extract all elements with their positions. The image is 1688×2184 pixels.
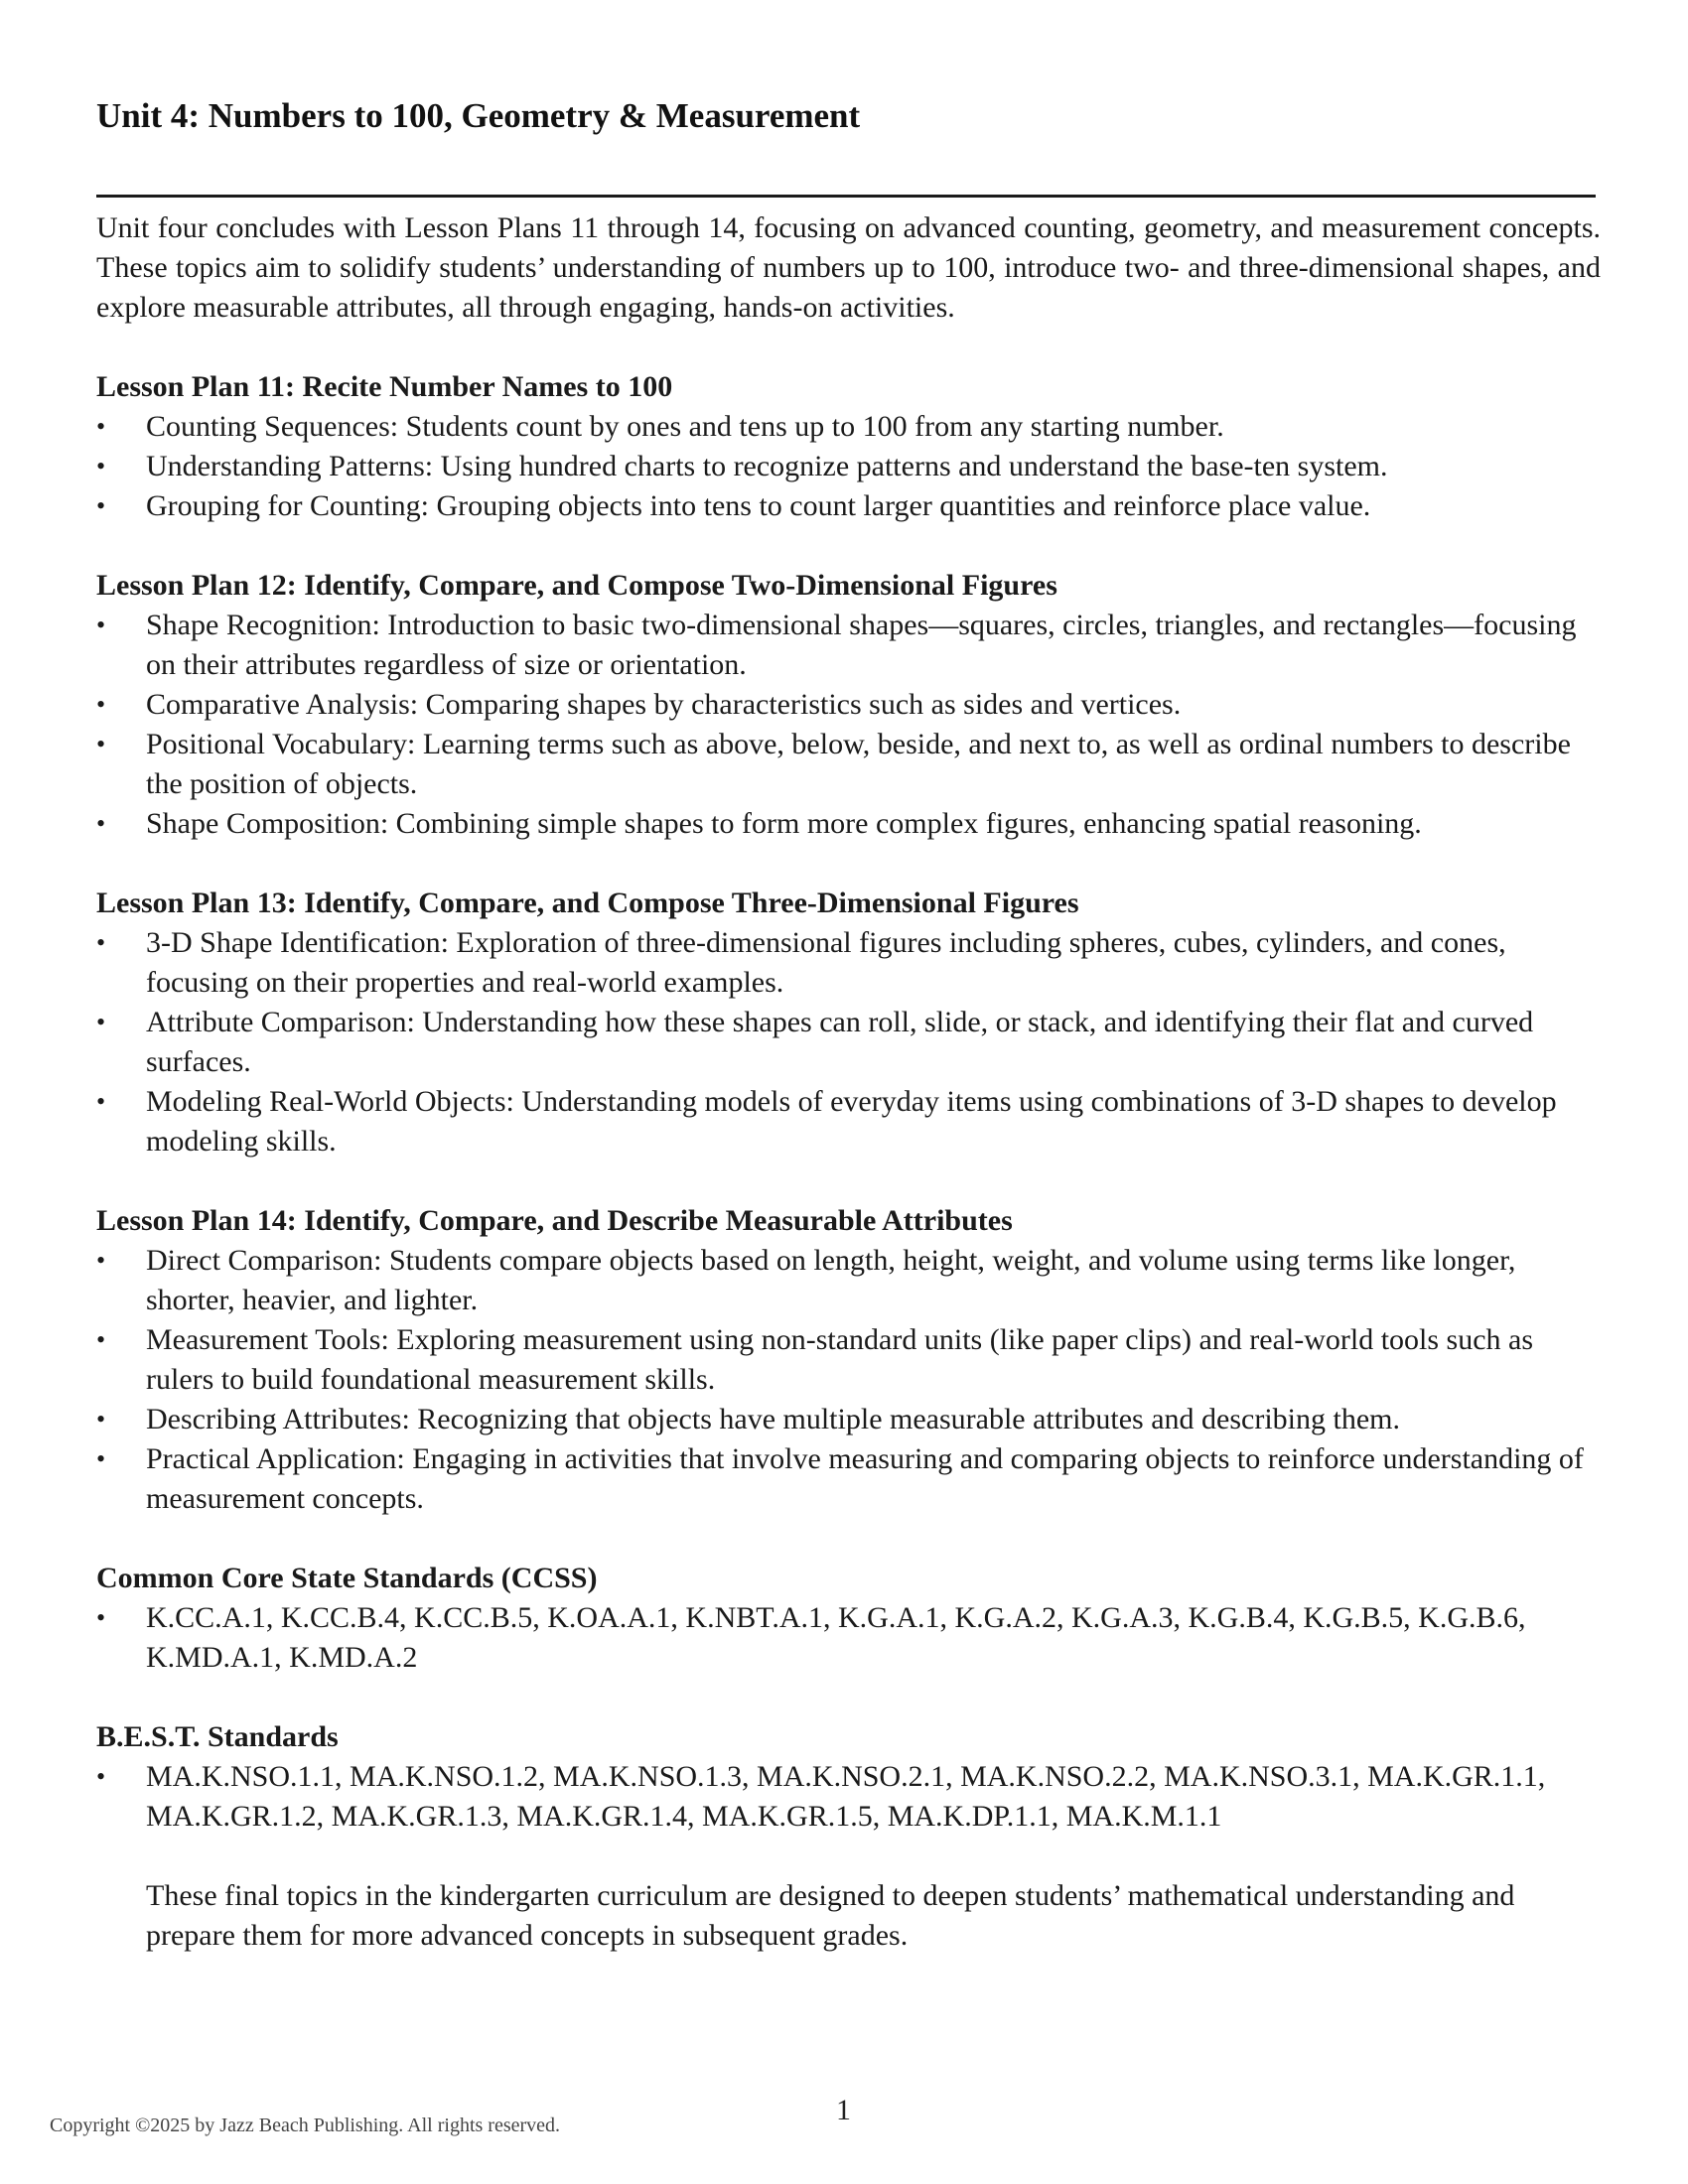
ccss-list xyxy=(96,1598,1601,1678)
list-item: • K.CC.A.1, K.CC.B.4, K.CC.B.5, K.OA.A.1, K.NBT.A.1, K.G.A.1, K.G.A.2, K.G.A.3, K.G.B.4, K.G.B.5, K.G.B.6, K.MD.A.1, K.MD.A.2 xyxy=(96,1598,1601,1678)
lesson-plan-11-section xyxy=(96,367,1601,526)
lesson-plan-13-list xyxy=(96,923,1601,1161)
lesson-plan-14-heading: Lesson Plan 14: Identify, Compare, and Describe Measurable Attributes xyxy=(96,1204,1013,1237)
list-item: • MA.K.NSO.1.1, MA.K.NSO.1.2, MA.K.NSO.1.3, MA.K.NSO.2.1, MA.K.NSO.2.2, MA.K.NSO.3.1, MA.K.GR.1.1, MA.K.GR.1.2, MA.K.GR.1.3, MA.K.GR.1.4, MA.K.GR.1.5, MA.K.DP.1.1, MA.K.M.1.1 xyxy=(96,1757,1601,1837)
copyright-notice: Copyright ©2025 by Jazz Beach Publishing. All rights reserved. xyxy=(50,2115,561,2136)
list-item: • 3-D Shape Identification: Exploration of three-dimensional figures including spheres, cubes, cylinders, and cones, focusing on their properties and real-world examples. xyxy=(96,923,1601,1003)
lesson-plan-12-heading: Lesson Plan 12: Identify, Compare, and Compose Two-Dimensional Figures xyxy=(96,569,1057,602)
list-item: • Direct Comparison: Students compare objects based on length, height, weight, and volume using terms like longer, shorter, heavier, and lighter. xyxy=(96,1241,1601,1320)
lesson-plan-11-list xyxy=(96,407,1601,526)
best-standards-list xyxy=(96,1757,1601,1837)
page-title: Unit 4: Numbers to 100, Geometry & Measurement xyxy=(96,96,861,135)
list-item: • Practical Application: Engaging in activities that involve measuring and comparing objects to reinforce understanding of measurement concepts. xyxy=(96,1439,1601,1519)
ccss-section xyxy=(96,1559,1601,1678)
lesson-plan-14-section xyxy=(96,1201,1601,1519)
lesson-plan-11-heading: Lesson Plan 11: Recite Number Names to 100 xyxy=(96,370,673,403)
list-item: • Describing Attributes: Recognizing that objects have multiple measurable attributes and describing them. xyxy=(96,1400,1601,1439)
lesson-plan-13-heading: Lesson Plan 13: Identify, Compare, and Compose Three-Dimensional Figures xyxy=(96,887,1079,919)
best-standards-heading: B.E.S.T. Standards xyxy=(96,1720,339,1753)
title-divider xyxy=(96,195,1596,198)
list-item: • Positional Vocabulary: Learning terms such as above, below, beside, and next to, as well as ordinal numbers to describe the position of objects. xyxy=(96,725,1601,804)
lesson-plan-12-section xyxy=(96,566,1601,844)
list-item: • Counting Sequences: Students count by ones and tens up to 100 from any starting number. xyxy=(96,407,1601,447)
document-body xyxy=(96,208,1601,1956)
list-item: • Modeling Real-World Objects: Understanding models of everyday items using combinations of 3-D shapes to develop modeling skills. xyxy=(96,1082,1601,1161)
list-item: • Shape Composition: Combining simple shapes to form more complex figures, enhancing spatial reasoning. xyxy=(96,804,1601,844)
list-item: • Understanding Patterns: Using hundred charts to recognize patterns and understand the base-ten system. xyxy=(96,447,1601,486)
page-number: 1 xyxy=(836,2094,851,2126)
best-standards-section xyxy=(96,1717,1601,1837)
ccss-heading: Common Core State Standards (CCSS) xyxy=(96,1562,598,1594)
list-item: • Attribute Comparison: Understanding how these shapes can roll, slide, or stack, and identifying their flat and curved surfaces. xyxy=(96,1003,1601,1082)
list-item: • Shape Recognition: Introduction to basic two-dimensional shapes—squares, circles, triangles, and rectangles—focusing on their attributes regardless of size or orientation. xyxy=(96,606,1601,685)
list-item: • Comparative Analysis: Comparing shapes by characteristics such as sides and vertices. xyxy=(96,685,1601,725)
lesson-plan-14-list xyxy=(96,1241,1601,1519)
intro-paragraph: Unit four concludes with Lesson Plans 11 through 14, focusing on advanced counting, geometry, and measurement concepts. These topics aim to solidify students’ understanding of numbers up to 100, introduce two- and three-dimensional shapes, and explore measurable attributes, all through engaging, hands-on activities. xyxy=(96,211,1601,324)
list-item: • Measurement Tools: Exploring measurement using non-standard units (like paper clips) and real-world tools such as rulers to build foundational measurement skills. xyxy=(96,1320,1601,1400)
lesson-plan-12-list xyxy=(96,606,1601,844)
list-item: • Grouping for Counting: Grouping objects into tens to count larger quantities and reinforce place value. xyxy=(96,486,1601,526)
lesson-plan-13-section xyxy=(96,884,1601,1161)
conclusion-paragraph: These final topics in the kindergarten curriculum are designed to deepen students’ mathematical understanding and prepare them for more advanced concepts in subsequent grades. xyxy=(146,1879,1515,1952)
